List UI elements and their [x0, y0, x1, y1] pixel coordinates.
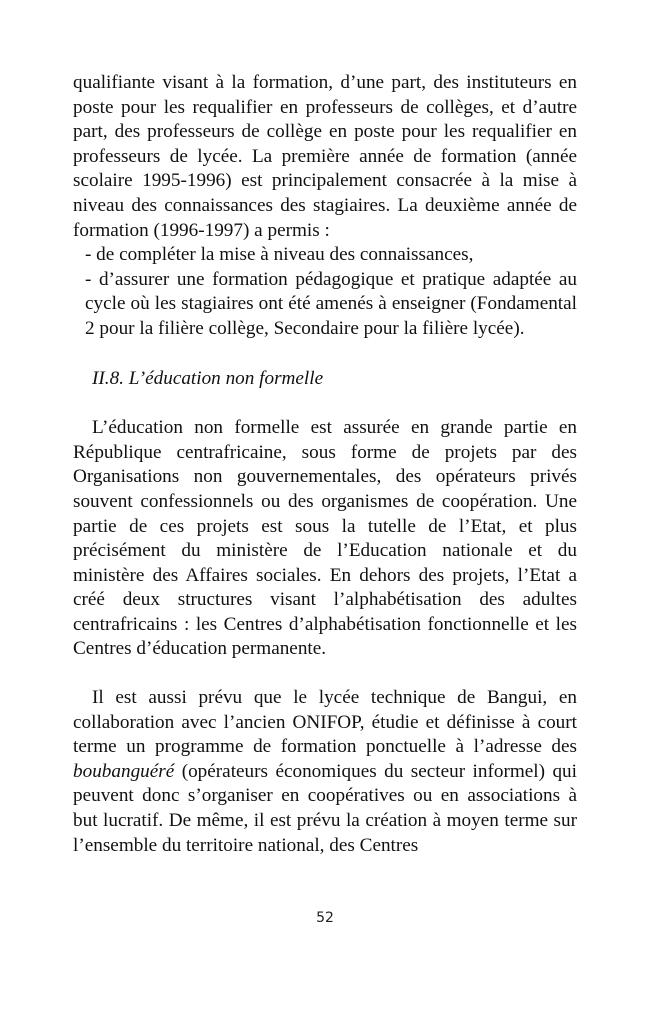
list-item: - d’assurer une formation pédagogique et pratique adaptée au cycle où les stagiaires ont été amenés à enseigner (Fondamental 2 pour la filière collège, Secondaire pour la filière lycée).: [85, 268, 577, 339]
list-item: - de compléter la mise à niveau des connaissances,: [85, 244, 474, 266]
italic-term: boubanguéré: [73, 760, 175, 782]
section-heading: II.8. L’éducation non formelle: [92, 367, 324, 389]
page-number: 52: [316, 910, 334, 926]
paragraph-intro: qualifiante visant à la formation, d’une part, des instituteurs en poste pour les requalifier en professeurs de collèges, et d’autre part, des professeurs de collège en poste pour les requalifier en professeurs de lycée. La première année de formation (année scolaire 1995-1996) est principalement consacrée à la mise à niveau des connaissances des stagiaires. La deuxième année de formation (1996-1997) a permis :: [73, 72, 577, 241]
paragraph-text-end: (opérateurs économiques du secteur informel) qui peuvent donc s’organiser en coopératives ou en associations à but lucratif. De même, il est prévu la création à moyen terme sur l’ensemble du territoire national, des Centres: [73, 760, 577, 856]
paragraph-non-formal-education: L’éducation non formelle est assurée en grande partie en République centrafricaine, sous forme de projets par des Organisations non gouvernementales, des opérateurs privés souvent confessionnels ou des organismes de coopération. Une partie de ces projets est sous la tutelle de l’Etat, et plus précisément du ministère de l’Education nationale et du ministère des Affaires sociales. En dehors des projets, l’Etat a créé deux structures visant l’alphabétisation des adultes centrafricains : les Centres d’alphabétisation fonctionnelle et les Centres d’éducation permanente.: [73, 417, 577, 660]
page-body: [73, 71, 577, 858]
paragraph-technical-school: [73, 686, 577, 858]
paragraph-text-start: Il est aussi prévu que le lycée technique de Bangui, en collaboration avec l’ancien ONIFOP, étudie et définisse à court terme un programme de formation ponctuelle à l’adresse des: [73, 687, 577, 758]
training-list: [73, 243, 577, 341]
